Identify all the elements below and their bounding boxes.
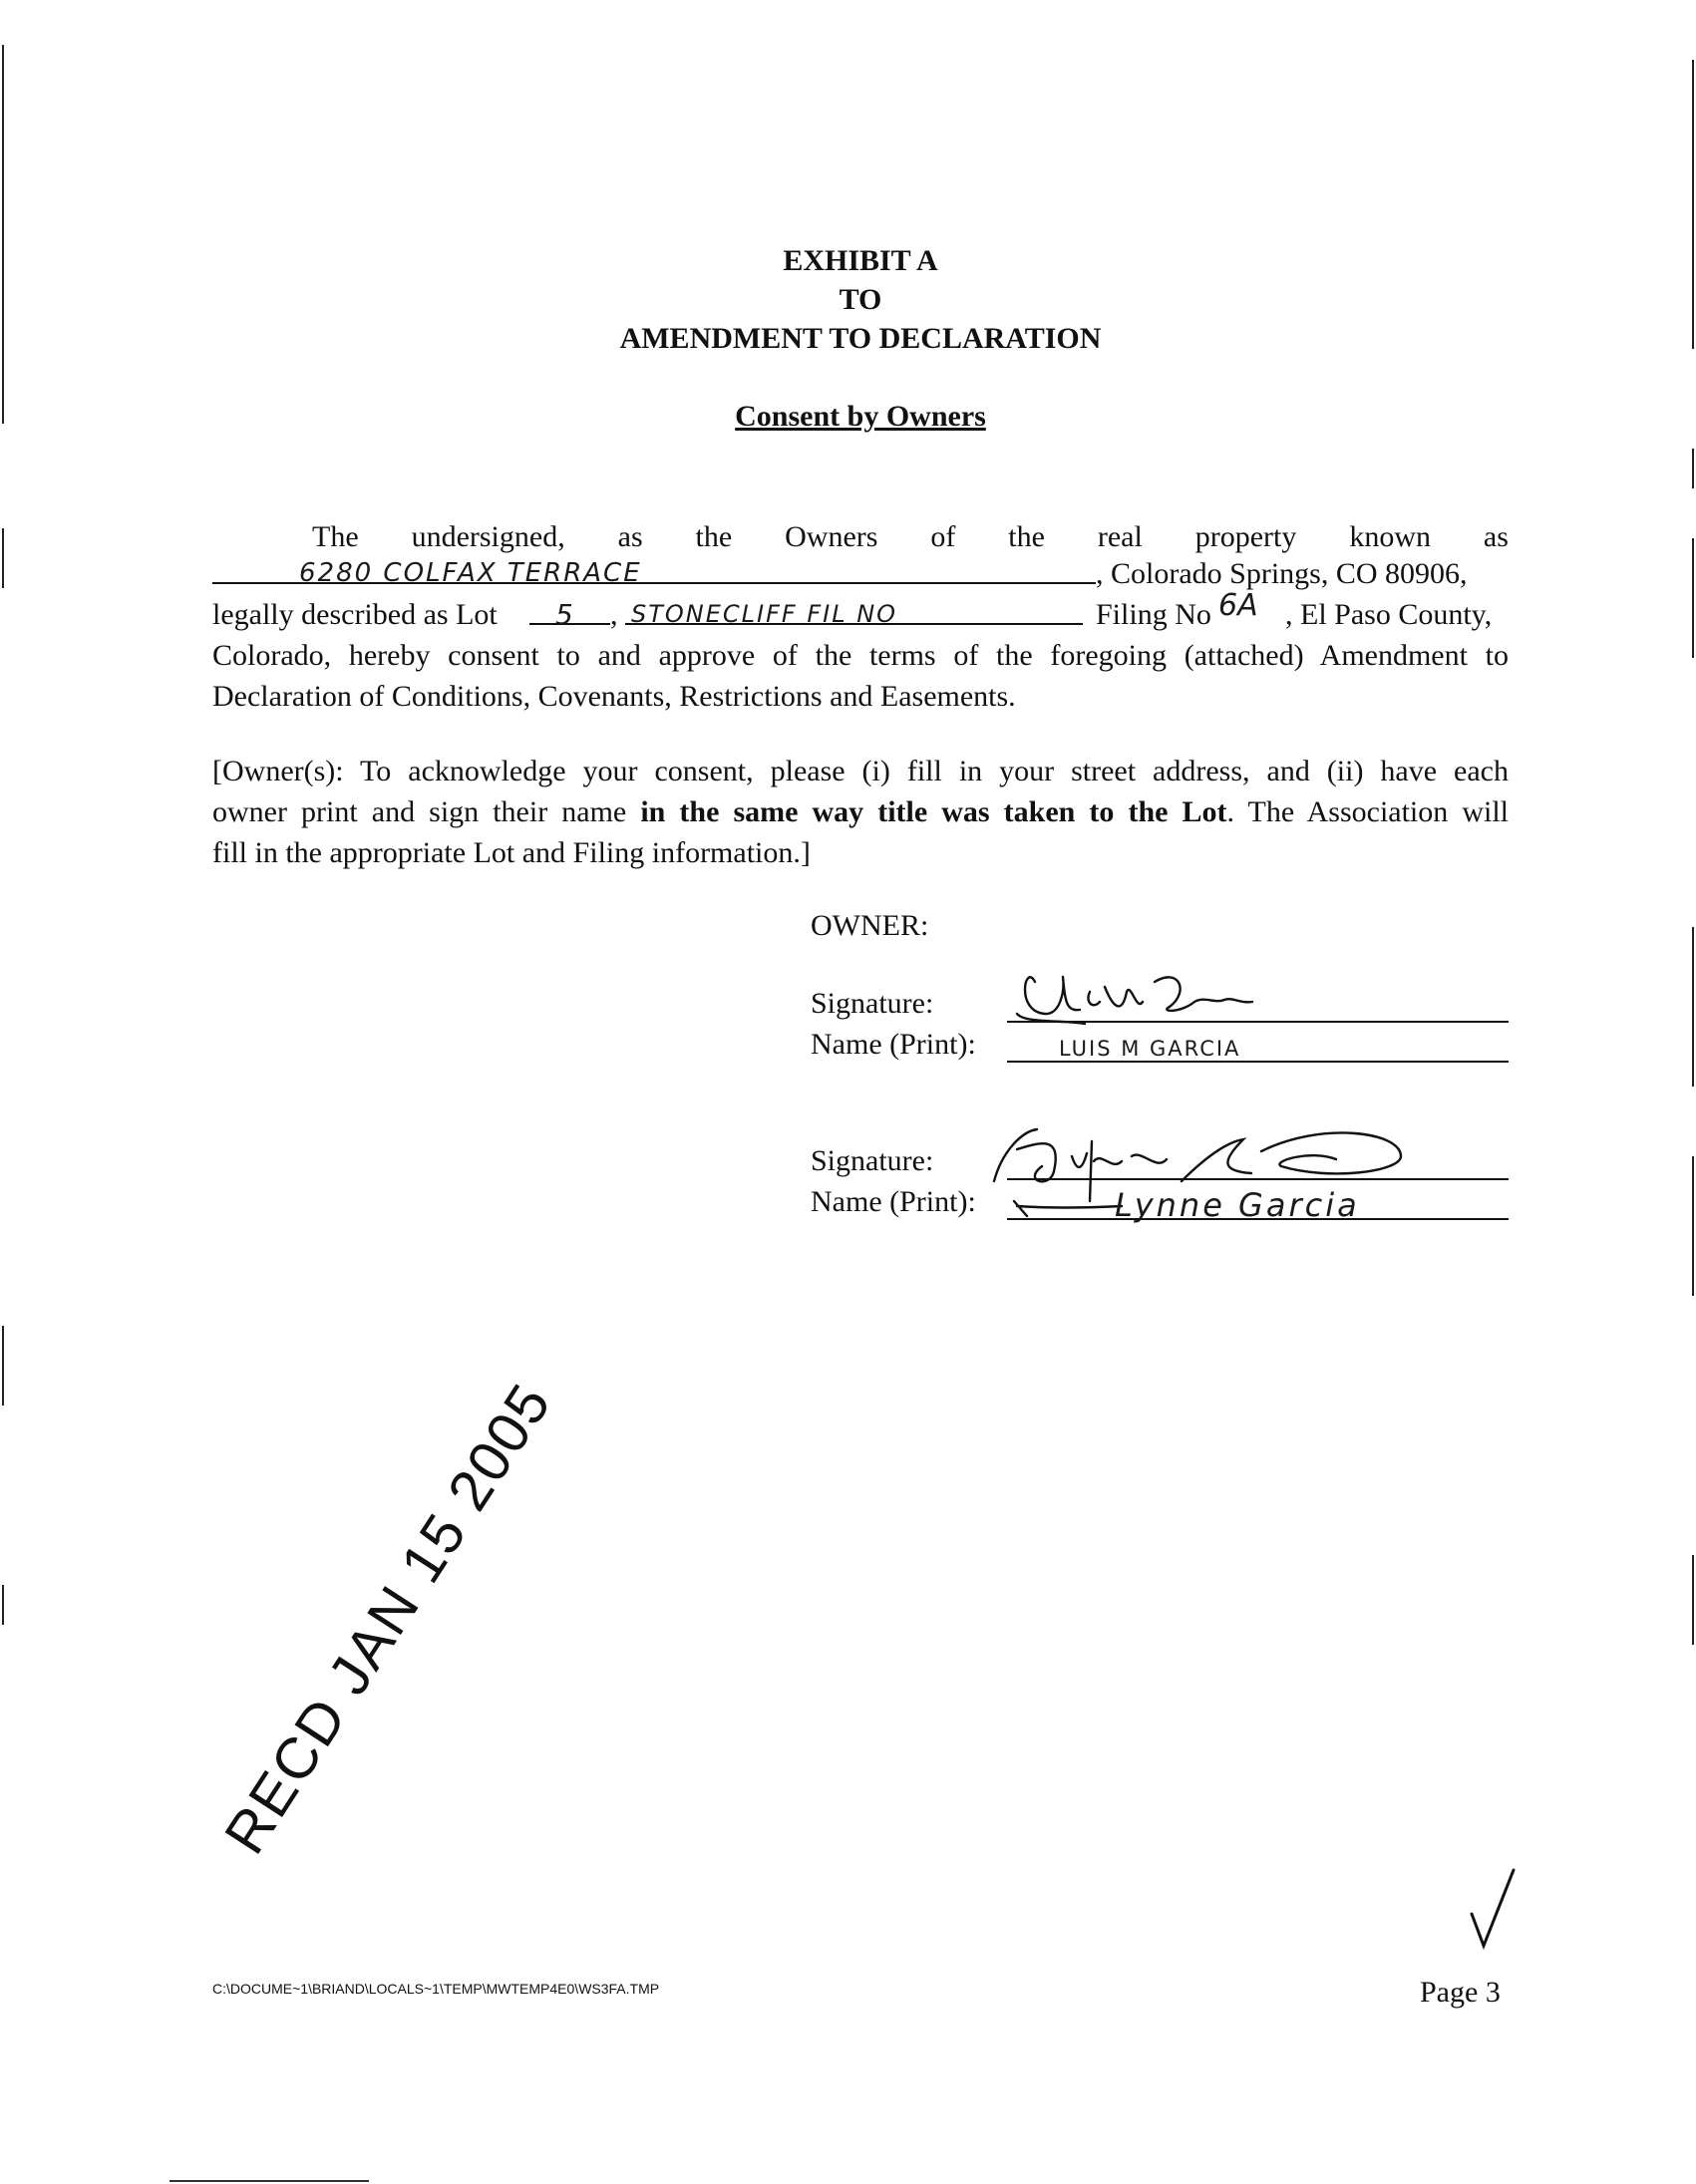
- para1-line1-word: property: [1194, 520, 1297, 553]
- para1-line1-word: of: [930, 520, 956, 553]
- para2-line1: [Owner(s): To acknowledge your consent, please (i) fill in your street address, and (ii) have each: [212, 755, 1509, 787]
- scan-margin-mark: [1692, 449, 1694, 488]
- scan-margin-mark: [1692, 1555, 1694, 1645]
- owner2-name-field[interactable]: Lynne Garcia: [1115, 1186, 1360, 1224]
- amendment-title: AMENDMENT TO DECLARATION: [619, 322, 1102, 355]
- consent-heading: Consent by Owners: [735, 400, 986, 433]
- checkmark-icon: [1466, 1864, 1526, 1954]
- county-text: , El Paso County,: [1285, 598, 1493, 631]
- footer-file-path: C:\DOCUME~1\BRIAND\LOCALS~1\TEMP\MWTEMP4E0\WS3FA.TMP: [212, 1981, 660, 1997]
- scan-margin-mark: [2, 528, 4, 588]
- para1-line1-word: the: [695, 520, 733, 553]
- scan-bottom-mark: [170, 2180, 369, 2182]
- scan-margin-mark: [1692, 1156, 1694, 1296]
- para2-line2-bold: in the same way title was taken to the Lot: [640, 795, 1227, 828]
- lot-comma: ,: [610, 598, 618, 631]
- city-state-zip: , Colorado Springs, CO 80906,: [1096, 557, 1468, 590]
- para1-line1-word: the: [1008, 520, 1045, 553]
- para1-line4: Colorado, hereby consent to and approve of the terms of the foregoing (attached) Amendment to: [212, 639, 1509, 672]
- para1-line1-word: as: [1483, 520, 1509, 553]
- name-print-label-1: Name (Print):: [811, 1028, 976, 1061]
- street-address-field[interactable]: 6280 COLFAX TERRACE: [299, 558, 642, 588]
- para1-line1-word: undersigned,: [411, 520, 565, 553]
- para1-line1-word: Owners: [785, 520, 878, 553]
- scan-margin-mark: [1692, 538, 1694, 658]
- signature-label-1: Signature:: [811, 987, 934, 1020]
- name-print-label-2: Name (Print):: [811, 1185, 976, 1218]
- legal-prefix: legally described as Lot: [212, 598, 498, 631]
- subdivision-field[interactable]: STONECLIFF FIL NO: [631, 600, 898, 628]
- page-number: Page 3: [1420, 1976, 1501, 2009]
- exhibit-title: EXHIBIT A: [783, 244, 938, 277]
- scan-margin-mark: [2, 1585, 4, 1625]
- scan-margin-mark: [2, 45, 4, 424]
- para2-line2-end: . The Association will: [1226, 795, 1509, 828]
- signature-1-image[interactable]: [1005, 952, 1304, 1032]
- para2-line3: fill in the appropriate Lot and Filing information.]: [212, 836, 811, 869]
- para2-line2: [212, 791, 1509, 832]
- para1-line1-word: as: [617, 520, 643, 553]
- owner1-name-field[interactable]: LUIS M GARCIA: [1059, 1037, 1241, 1061]
- para1-line1: [312, 516, 1509, 557]
- para1-line1-word: known: [1349, 520, 1431, 553]
- filing-number-field[interactable]: 6A: [1218, 588, 1258, 623]
- para1-line1-word: real: [1097, 520, 1143, 553]
- exhibit-to: TO: [839, 283, 882, 316]
- name-line-1: [1007, 1061, 1509, 1063]
- scan-margin-mark: [1692, 927, 1694, 1087]
- scan-margin-mark: [2, 1326, 4, 1405]
- received-date-stamp: RECD JAN 15 2005: [211, 1372, 564, 1865]
- owner-label: OWNER:: [811, 909, 929, 942]
- scan-margin-mark: [1692, 60, 1694, 349]
- signature-label-2: Signature:: [811, 1144, 934, 1177]
- para1-line1-word: The: [312, 520, 359, 553]
- para1-line5: Declaration of Conditions, Covenants, Restrictions and Easements.: [212, 680, 1016, 713]
- para2-line2-start: owner print and sign their name: [212, 795, 641, 828]
- filing-label: Filing No: [1096, 598, 1211, 631]
- lot-number-field[interactable]: 5: [555, 598, 573, 631]
